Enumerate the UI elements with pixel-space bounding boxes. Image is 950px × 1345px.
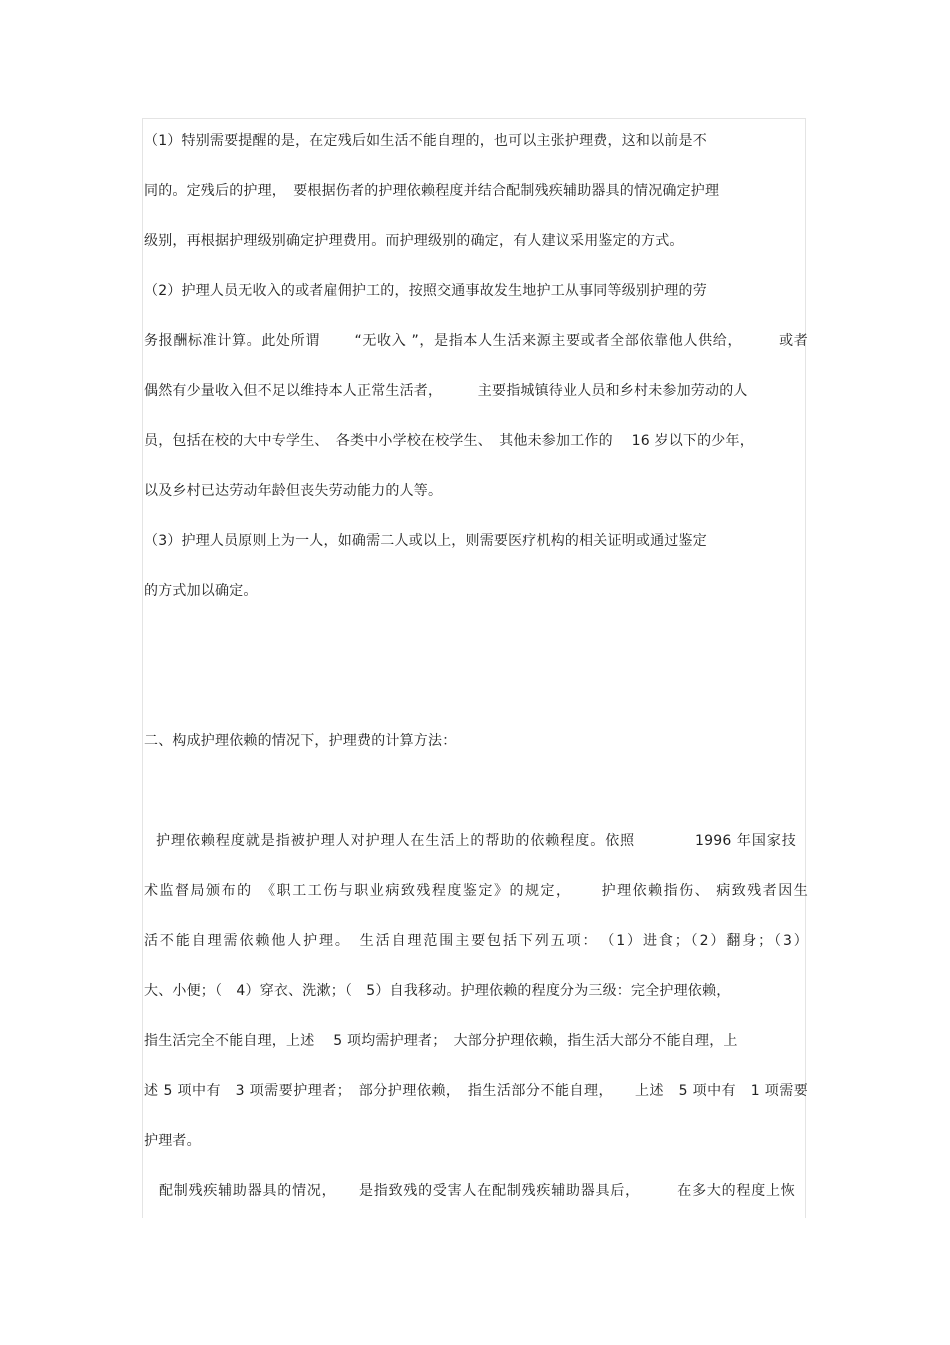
paragraph-3-line-1: （3）护理人员原则上为一人，如确需二人或以上，则需要医疗机构的相关证明或通过鉴定 — [144, 533, 707, 549]
paragraph-4-line-4: 大、小便；（ 4）穿衣、洗漱；（ 5）自我移动。护理依赖的程度分为三级：完全护理依赖， — [144, 983, 731, 999]
section-heading: 二、构成护理依赖的情况下，护理费的计算方法： — [144, 733, 457, 749]
paragraph-4-line-6: 述 5 项中有 3 项需要护理者； 部分护理依赖， 指生活部分不能自理， 上述 5 项中有 1 项需要 — [144, 1083, 808, 1099]
paragraph-1-line-1: （1）特别需要提醒的是，在定残后如生活不能自理的，也可以主张护理费，这和以前是不 — [144, 133, 707, 149]
paragraph-3-line-2: 的方式加以确定。 — [144, 583, 258, 599]
paragraph-2-line-1: （2）护理人员无收入的或者雇佣护工的，按照交通事故发生地护工从事同等级别护理的劳 — [144, 283, 707, 299]
paragraph-4-line-2: 术监督局颁布的 《职工工伤与职业病致残程度鉴定》的规定， 护理依赖指伤、 病致残者因生 — [144, 883, 808, 899]
paragraph-5-line-1: 配制残疾辅助器具的情况， 是指致残的受害人在配制残疾辅助器具后， 在多大的程度上恢 — [159, 1183, 795, 1199]
paragraph-4-line-3: 活不能自理需依赖他人护理。 生活自理范围主要包括下列五项： （1）进食；（2）翻身；（3） — [144, 933, 808, 949]
paragraph-2-line-2: 务报酬标准计算。此处所谓 “无收入 ”，是指本人生活来源主要或者全部依靠他人供给， 或者 — [144, 333, 808, 349]
paragraph-4-line-7: 护理者。 — [144, 1133, 201, 1149]
paragraph-4-line-5: 指生活完全不能自理，上述 5 项均需护理者； 大部分护理依赖，指生活大部分不能自理，上 — [144, 1033, 738, 1049]
paragraph-1-line-2: 同的。定残后的护理， 要根据伤者的护理依赖程度并结合配制残疾辅助器具的情况确定护理 — [144, 183, 720, 199]
paragraph-2-line-5: 以及乡村已达劳动年龄但丧失劳动能力的人等。 — [144, 483, 443, 499]
paragraph-2-line-4: 员，包括在校的大中专学生、 各类中小学校在校学生、 其他未参加工作的 16 岁以下的少年， — [144, 433, 754, 449]
paragraph-4-line-1: 护理依赖程度就是指被护理人对护理人在生活上的帮助的依赖程度。依照 1996 年国家技 — [156, 833, 796, 849]
paragraph-2-line-3: 偶然有少量收入但不足以维持本人正常生活者， 主要指城镇待业人员和乡村未参加劳动的人 — [144, 383, 748, 399]
paragraph-1-line-3: 级别，再根据护理级别确定护理费用。而护理级别的确定，有人建议采用鉴定的方式。 — [144, 233, 684, 249]
